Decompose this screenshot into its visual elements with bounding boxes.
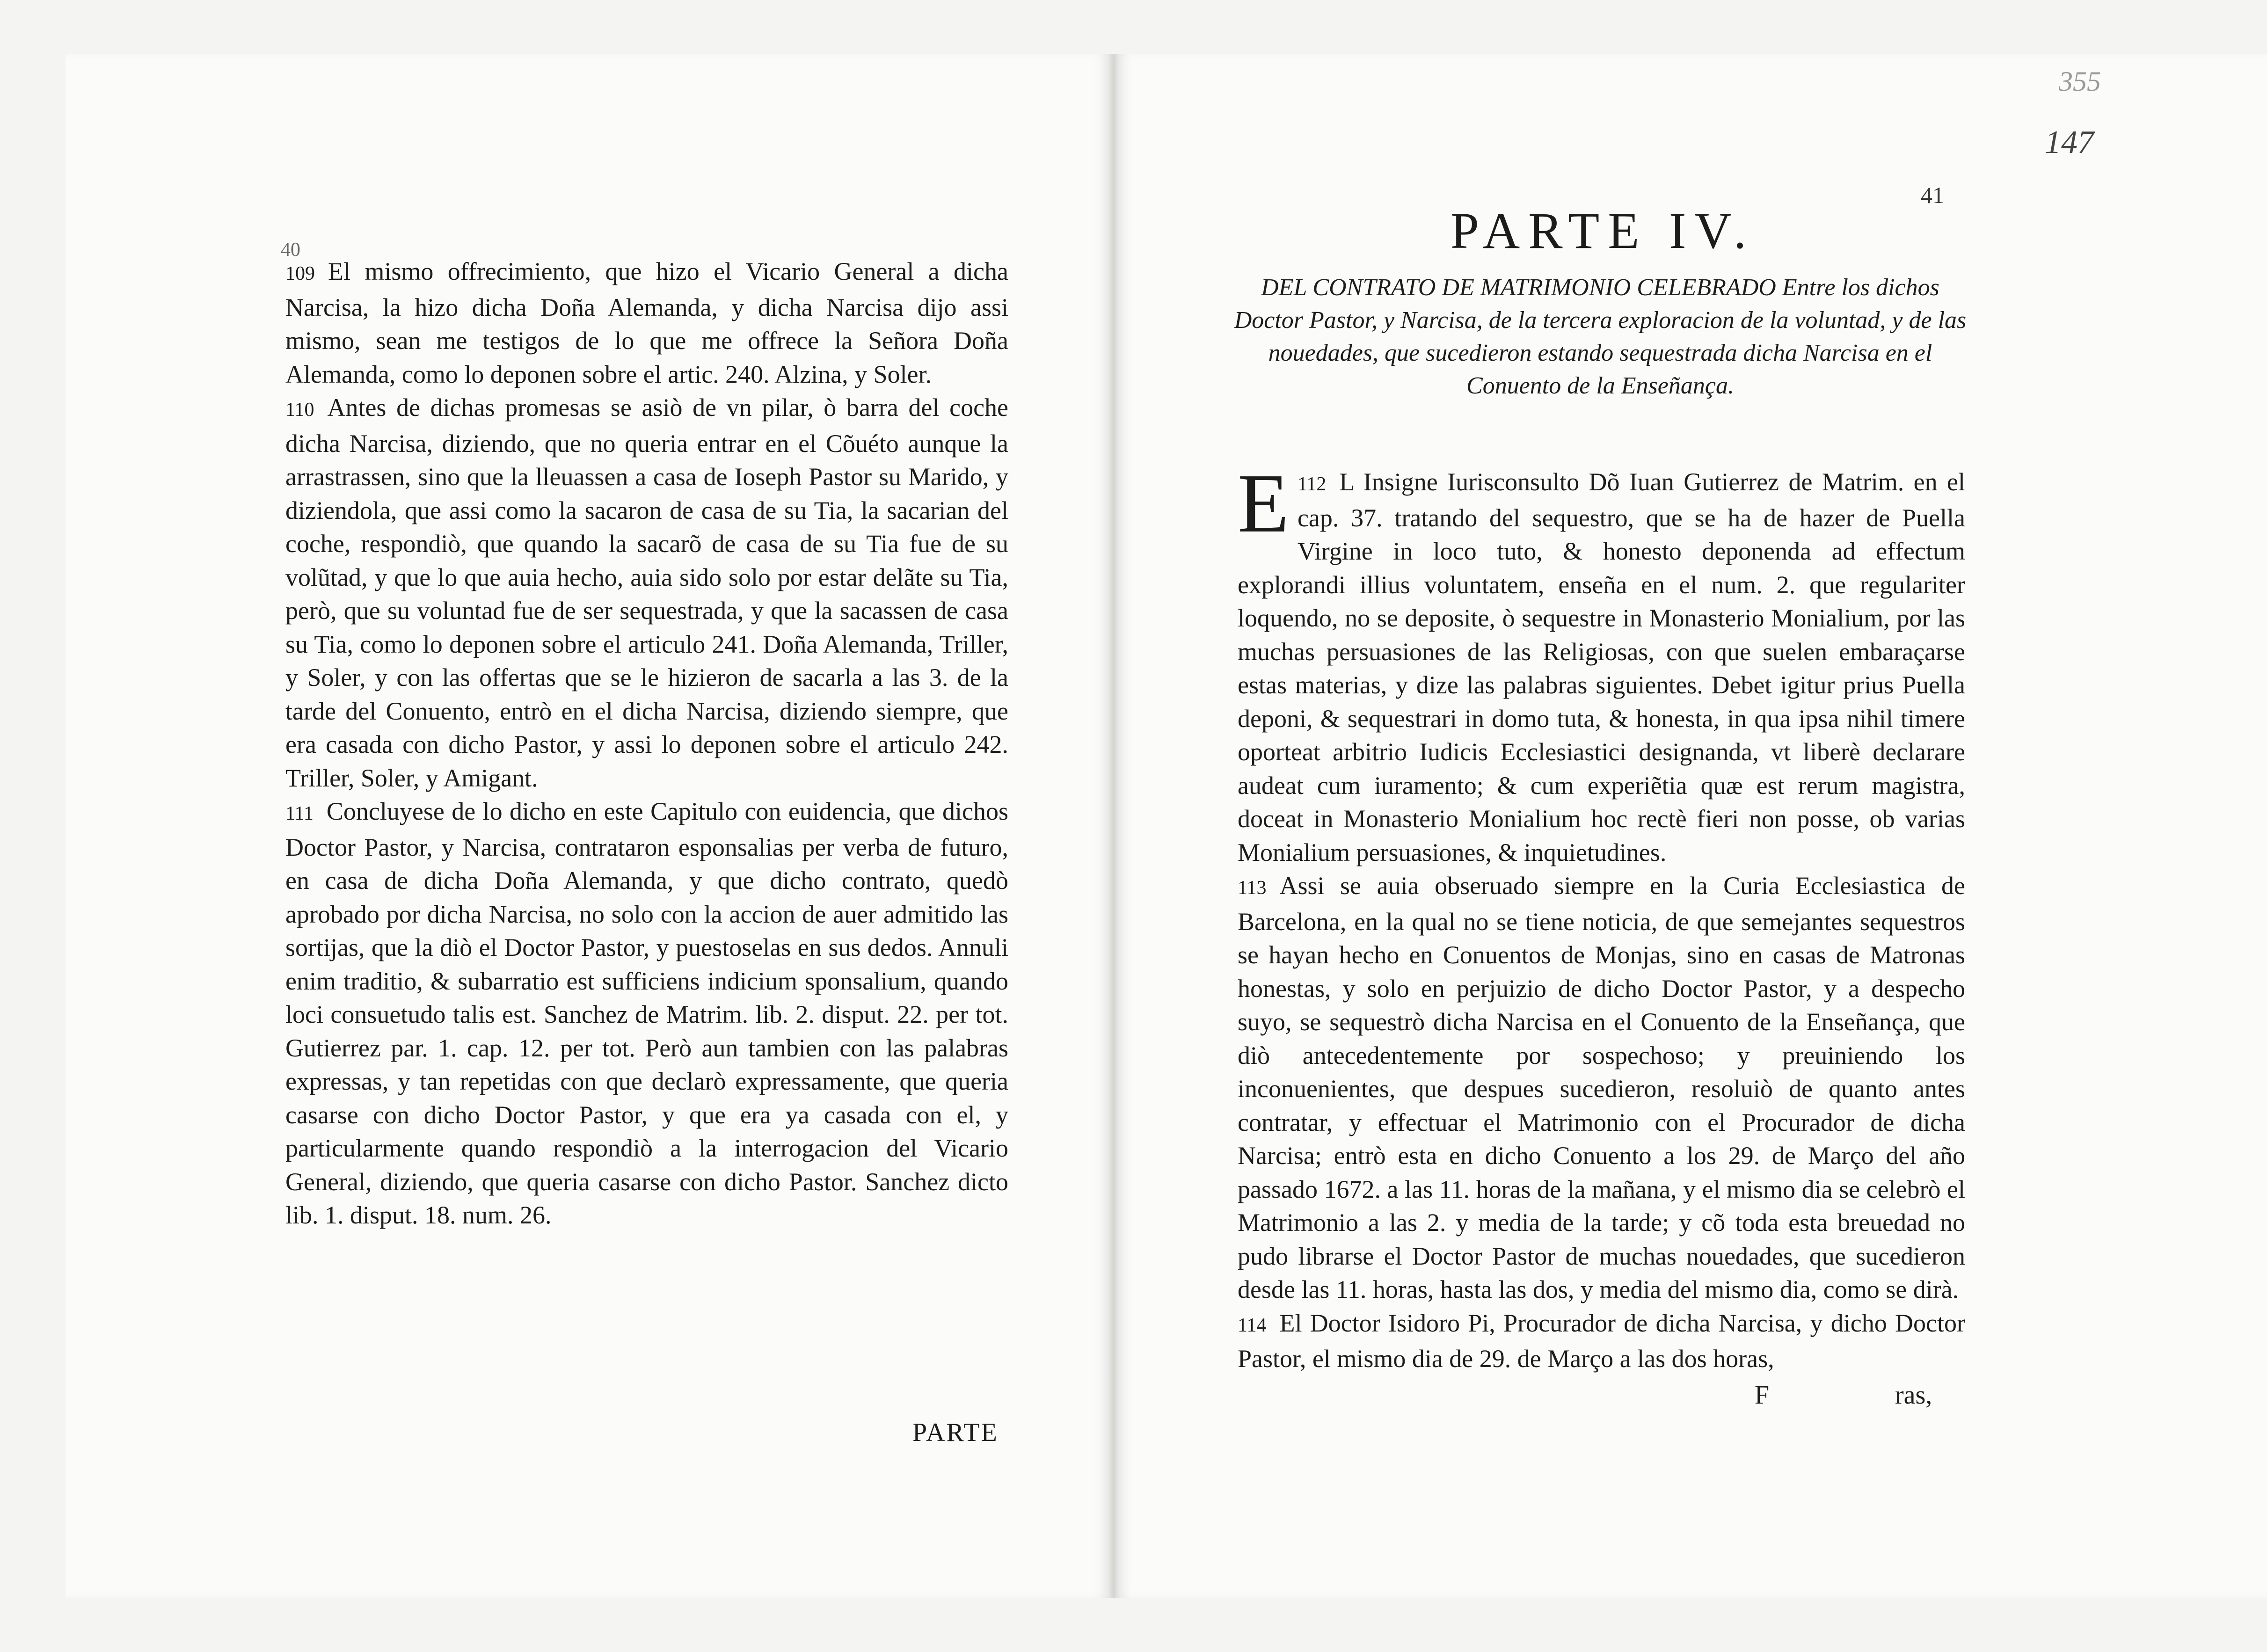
paragraph-113 bbox=[1238, 869, 1965, 1307]
paragraph-111 bbox=[285, 795, 1008, 1232]
left-folio-number: 40 bbox=[281, 239, 300, 261]
gutter bbox=[1109, 54, 1118, 1598]
left-catchword: PARTE bbox=[912, 1418, 999, 1447]
manuscript-folio-number-2: 147 bbox=[2045, 124, 2094, 160]
paragraph-number: 109 bbox=[285, 263, 315, 284]
paragraph-number: 111 bbox=[285, 803, 313, 824]
paragraph-number: 112 bbox=[1297, 473, 1327, 495]
right-catchword: ras, bbox=[1895, 1381, 1932, 1410]
left-text-column bbox=[285, 255, 1008, 1232]
paragraph-text: Concluyese de lo dicho en este Capitulo con euidencia, que dichos Doctor Pastor, y Narcisa, contrataron esponsalias per verba de futuro, en casa de dicha Doña Alemanda, y que dicho contrato, quedò aprobado por dicha Narcisa, no solo con la accion de auer admitido las sortijas, que la diò el Doctor Pastor, y puestoselas en sus dedos. Annuli enim traditio, & subarratio est sufficiens indicium sponsalium, quando loci consuetudo talis est. Sanchez de Matrim. lib. 2. disput. 22. per tot. Gutierrez par. 1. cap. 12. per tot. Però aun tambien con las palabras expressas, y tan repetidas con que declarò expressamente, que queria casarse con dicho Doctor Pastor, y que era ya casada con el, y particularmente quando respondiò a la interrogacion del Vicario General, diziendo, que queria casarse con dicho Pastor. Sanchez dicto lib. 1. disput. 18. num. 26. bbox=[285, 797, 1008, 1229]
right-folio-number: 41 bbox=[1921, 182, 1944, 208]
paragraph-109 bbox=[285, 255, 1008, 391]
paragraph-number: 113 bbox=[1238, 877, 1267, 899]
paragraph-text: Assi se auia obseruado siempre en la Curia Ecclesiastica de Barcelona, en la qual no se tiene noticia, de que semejantes sequestros se hayan hecho en Conuentos de Monjas, sino en casas de Matronas honestas, y solo en perjuizio de dicho Doctor Pastor, y a despecho suyo, se sequestrò dicha Narcisa en el Conuento de la Enseñança, que diò antecedentemente por sospechoso; y preuiniendo los inconuenientes, que despues sucedieron, resoluiò de quanto antes contratar, y effectuar el Matrimonio con el Procurador de dicha Narcisa; entrò esta en dicho Conuento a los 29. de Março del año passado 1672. a las 11. horas de la mañana, y el mismo dia se celebrò el Matrimonio a las 2. y media de la tarde; y cõ toda esta breuedad no pudo librarse el Doctor Pastor de muchas nouedades, que sucedieron desde las 11. horas, hasta las dos, y media del mismo dia, como se dirà. bbox=[1238, 872, 1965, 1303]
signature-mark: F bbox=[1755, 1381, 1770, 1410]
paragraph-number: 110 bbox=[285, 399, 314, 421]
paragraph-text: El Doctor Isidoro Pi, Procurador de dicha Narcisa, y dicho Doctor Pastor, el mismo dia de 29. de Março a las dos horas, bbox=[1238, 1309, 1965, 1373]
paragraph-text: El mismo offrecimiento, que hizo el Vicario General a dicha Narcisa, la hizo dicha Doña Alemanda, y dicha Narcisa dijo assi mismo, sean me testigos de lo que me offrece la Señora Doña Alemanda, como lo deponen sobre el artic. 240. Alzina, y Soler. bbox=[285, 257, 1008, 388]
paragraph-114 bbox=[1238, 1307, 1965, 1376]
right-text-column bbox=[1238, 457, 1965, 1376]
paragraph-number: 114 bbox=[1238, 1314, 1267, 1336]
part-title: PARTE IV. bbox=[1450, 202, 1755, 259]
paragraph-text: L Insigne Iurisconsulto Dõ Iuan Gutierrez de Matrim. en el cap. 37. tratando del sequestro, que se ha de hazer de Puella Virgine in loco tuto, & honesto deponenda ad effectum explorandi illius voluntatem, enseña en el num. 2. que regulariter loquendo, no se deposite, ò sequestre in Monasterio Monialium, por las muchas persuasiones de las Religiosas, con que suelen embaraçarse estas materias, y dize las palabras siguientes. Debet igitur prius Puella deponi, & sequestrari in domo tuta, & honesta, in qua ipsa nihil timere oporteat arbitrio Iudicis Ecclesiastici designanda, vt liberè declarare audeat cum iuramento; & cum experiẽtia quæ est rerum magistra, doceat in Monasterio Monialium hoc rectè fieri non posse, ob varias Monialium persuasiones, & inquietudines. bbox=[1238, 468, 1965, 866]
drop-cap: E bbox=[1238, 457, 1289, 550]
paragraph-112 bbox=[1238, 457, 1965, 869]
paragraph-text: Antes de dichas promesas se asiò de vn pilar, ò barra del coche dicha Narcisa, diziendo, que no queria entrar en el Cõuéto aunque la arrastrassen, sino que la lleuassen a casa de Ioseph Pastor su Marido, y diziendola, que assi como la sacaron de casa de su Tia, la sacarian del coche, respondiò, que quando la sacarõ de casa de su Tia fue de su volũtad, y que lo que auia hecho, auia sido solo por estar delãte su Tia, però, que su voluntad fue de ser sequestrada, y que la sacassen de casa su Tia, como lo deponen sobre el articulo 241. Doña Alemanda, Triller, y Soler, y con las offertas que se le hizieron de sacarla a las 3. de la tarde del Conuento, entrò en el dicha Narcisa, diziendo siempre, que era casada con dicho Pastor, y assi lo deponen sobre el articulo 242. Triller, Soler, y Amigant. bbox=[285, 393, 1008, 792]
manuscript-folio-number: 355 bbox=[2059, 66, 2101, 97]
paragraph-110 bbox=[285, 391, 1008, 795]
part-subtitle: DEL CONTRATO DE MATRIMONIO CELEBRADO Entre los dichos Doctor Pastor, y Narcisa, de la tercera exploracion de la voluntad, y de las nouedades, que sucedieron estando sequestrada dicha Narcisa en el Conuento de la Enseñança. bbox=[1234, 274, 1967, 399]
